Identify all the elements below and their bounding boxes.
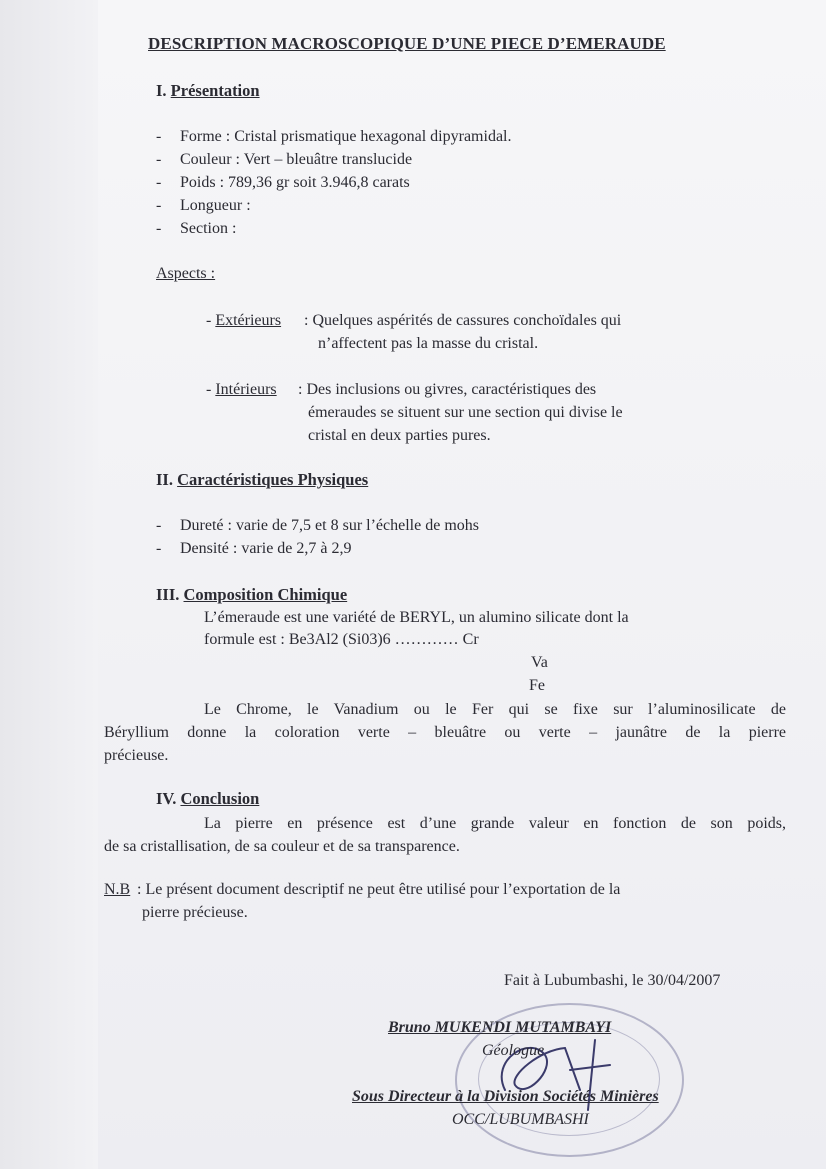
section-4-heading: IV. Conclusion — [156, 789, 260, 808]
conclusion-line-2: de sa cristallisation, de sa couleur et de sa transparence. — [104, 838, 460, 855]
presentation-item-couleur: Couleur : Vert – bleuâtre translucide — [180, 151, 413, 168]
presentation-item-poids: Poids : 789,36 gr soit 3.946,8 carats — [180, 174, 410, 191]
interieurs-label: - Intérieurs — [206, 381, 277, 398]
interieurs-line-2: émeraudes se situent sur une section qui divise le — [308, 404, 623, 421]
physique-item-durete: Dureté : varie de 7,5 et 8 sur l’échelle de mohs — [180, 517, 479, 534]
bullet-dash: - — [156, 128, 162, 145]
presentation-item-forme: Forme : Cristal prismatique hexagonal dipyramidal. — [180, 128, 512, 145]
nb-line-2: pierre précieuse. — [142, 904, 248, 921]
aspects-heading: Aspects : — [156, 265, 216, 282]
section-3-heading: III. Composition Chimique — [156, 585, 348, 604]
composition-paragraph-line-1: Le Chrome, le Vanadium ou le Fer qui se fixe sur l’aluminosilicate de — [204, 701, 786, 718]
conclusion-paragraph — [104, 812, 786, 858]
signatory-name: Bruno MUKENDI MUTAMBAYI — [388, 1019, 612, 1036]
physique-item-densite: Densité : varie de 2,7 à 2,9 — [180, 540, 352, 557]
place-date: Fait à Lubumbashi, le 30/04/2007 — [504, 972, 721, 989]
conclusion-line-1: La pierre en présence est d’une grande valeur en fonction de son poids, — [204, 815, 786, 832]
bullet-dash: - — [156, 540, 162, 557]
interieurs-line-3: cristal en deux parties pures. — [308, 427, 491, 444]
nb-label: N.B — [104, 881, 131, 898]
bullet-dash: - — [156, 220, 162, 237]
section-2-heading: II. Caractéristiques Physiques — [156, 470, 369, 489]
composition-paragraph-line-2: Béryllium donne la coloration verte – bleuâtre ou verte – jaunâtre de la pierre — [104, 724, 786, 741]
document-title: DESCRIPTION MACROSCOPIQUE D’UNE PIECE D’EMERAUDE — [148, 34, 666, 53]
exterieurs-line-2: n’affectent pas la masse du cristal. — [318, 335, 539, 352]
signatory-role: Géologue — [482, 1042, 545, 1059]
composition-paragraph-line-3: précieuse. — [104, 747, 169, 764]
composition-line-1: L’émeraude est une variété de BERYL, un alumino silicate dont la — [204, 609, 629, 626]
bullet-dash: - — [156, 151, 162, 168]
composition-formula: formule est : Be3Al2 (Si03)6 ………… Cr — [204, 631, 479, 648]
section-1-heading: I. Présentation — [156, 81, 260, 100]
element-fe: Fe — [529, 677, 545, 694]
element-va: Va — [531, 654, 548, 671]
bullet-dash: - — [156, 174, 162, 191]
interieurs-line-1: : Des inclusions ou givres, caractéristiques des — [298, 381, 597, 398]
composition-paragraph — [104, 698, 786, 767]
presentation-item-longueur: Longueur : — [180, 197, 251, 214]
bullet-dash: - — [156, 517, 162, 534]
scan-edge — [0, 0, 98, 1169]
bullet-dash: - — [156, 197, 162, 214]
nb-line-1: : Le présent document descriptif ne peut être utilisé pour l’exportation de la — [137, 881, 621, 898]
exterieurs-line-1: : Quelques aspérités de cassures conchoïdales qui — [304, 312, 622, 329]
signatory-office: OCC/LUBUMBASHI — [452, 1111, 589, 1128]
exterieurs-label: - Extérieurs — [206, 312, 282, 329]
presentation-item-section: Section : — [180, 220, 237, 237]
signatory-position: Sous Directeur à la Division Sociétés Minières — [352, 1088, 659, 1105]
